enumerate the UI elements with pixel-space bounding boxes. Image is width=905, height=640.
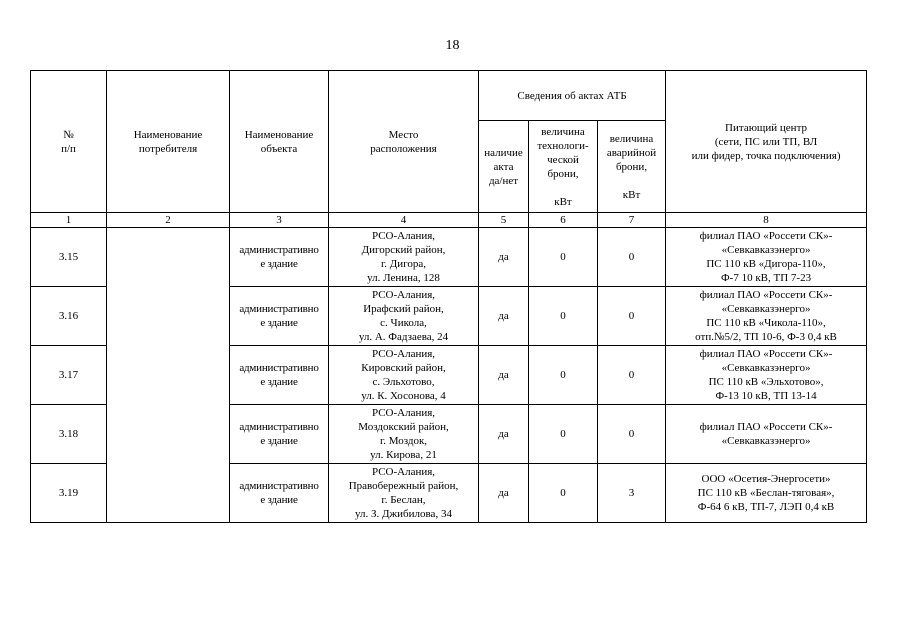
row-power-center: филиал ПАО «Россети СК»- «Севкавказэнерго» [666, 405, 867, 464]
header-power-center: Питающий центр (сети, ПС или ТП, ВЛ или фидер, точка подключения) [666, 71, 867, 213]
column-index: 8 [666, 213, 867, 228]
row-act: да [479, 464, 529, 523]
column-index: 3 [230, 213, 329, 228]
row-num: 3.17 [31, 346, 107, 405]
row-act: да [479, 287, 529, 346]
header-act-present: наличие акта да/нет [479, 121, 529, 213]
column-index: 1 [31, 213, 107, 228]
header-tech-reserve: величина технологи- ческой брони, кВт [529, 121, 598, 213]
row-power-center: филиал ПАО «Россети СК»- «Севкавказэнерго» ПС 110 кВ «Эльхотово», Ф-13 10 кВ, ТП 13-14 [666, 346, 867, 405]
row-num: 3.16 [31, 287, 107, 346]
row-num: 3.18 [31, 405, 107, 464]
row-power-center: ООО «Осетия-Энергосети» ПС 110 кВ «Беслан-тяговая», Ф-64 6 кВ, ТП-7, ЛЭП 0,4 кВ [666, 464, 867, 523]
column-index: 5 [479, 213, 529, 228]
row-num: 3.19 [31, 464, 107, 523]
row-tech-reserve: 0 [529, 287, 598, 346]
row-object: административно е здание [230, 287, 329, 346]
row-act: да [479, 346, 529, 405]
row-location: РСО-Алания, Моздокский район, г. Моздок, ул. Кирова, 21 [329, 405, 479, 464]
header-atb-group: Сведения об актах АТБ [479, 71, 666, 121]
row-tech-reserve: 0 [529, 405, 598, 464]
row-location: РСО-Алания, Ирафский район, с. Чикола, ул. А. Фадзаева, 24 [329, 287, 479, 346]
row-act: да [479, 405, 529, 464]
row-act: да [479, 228, 529, 287]
row-location: РСО-Алания, Дигорский район, г. Дигора, ул. Ленина, 128 [329, 228, 479, 287]
row-tech-reserve: 0 [529, 228, 598, 287]
row-emergency-reserve: 3 [598, 464, 666, 523]
column-index: 4 [329, 213, 479, 228]
row-power-center: филиал ПАО «Россети СК»- «Севкавказэнерго» ПС 110 кВ «Дигора-110», Ф-7 10 кВ, ТП 7-23 [666, 228, 867, 287]
row-num: 3.15 [31, 228, 107, 287]
atb-table [30, 70, 867, 523]
consumer-cell [107, 228, 230, 523]
header-num: № п/п [31, 71, 107, 213]
row-tech-reserve: 0 [529, 464, 598, 523]
row-object: административно е здание [230, 464, 329, 523]
row-location: РСО-Алания, Правобережный район, г. Беслан, ул. З. Джибилова, 34 [329, 464, 479, 523]
header-object: Наименование объекта [230, 71, 329, 213]
row-tech-reserve: 0 [529, 346, 598, 405]
header-location: Место расположения [329, 71, 479, 213]
row-location: РСО-Алания, Кировский район, с. Эльхотово, ул. К. Хосонова, 4 [329, 346, 479, 405]
row-emergency-reserve: 0 [598, 287, 666, 346]
row-object: административно е здание [230, 405, 329, 464]
row-emergency-reserve: 0 [598, 228, 666, 287]
row-object: административно е здание [230, 346, 329, 405]
row-emergency-reserve: 0 [598, 405, 666, 464]
column-index: 7 [598, 213, 666, 228]
page-number: 18 [445, 38, 460, 53]
row-object: административно е здание [230, 228, 329, 287]
column-index: 6 [529, 213, 598, 228]
row-emergency-reserve: 0 [598, 346, 666, 405]
header-consumer: Наименование потребителя [107, 71, 230, 213]
column-index: 2 [107, 213, 230, 228]
row-power-center: филиал ПАО «Россети СК»- «Севкавказэнерго» ПС 110 кВ «Чикола-110», отп.№5/2, ТП 10-6, Ф-3 0,4 кВ [666, 287, 867, 346]
header-emergency-reserve: величина аварийной брони, кВт [598, 121, 666, 213]
table-row [31, 228, 867, 287]
